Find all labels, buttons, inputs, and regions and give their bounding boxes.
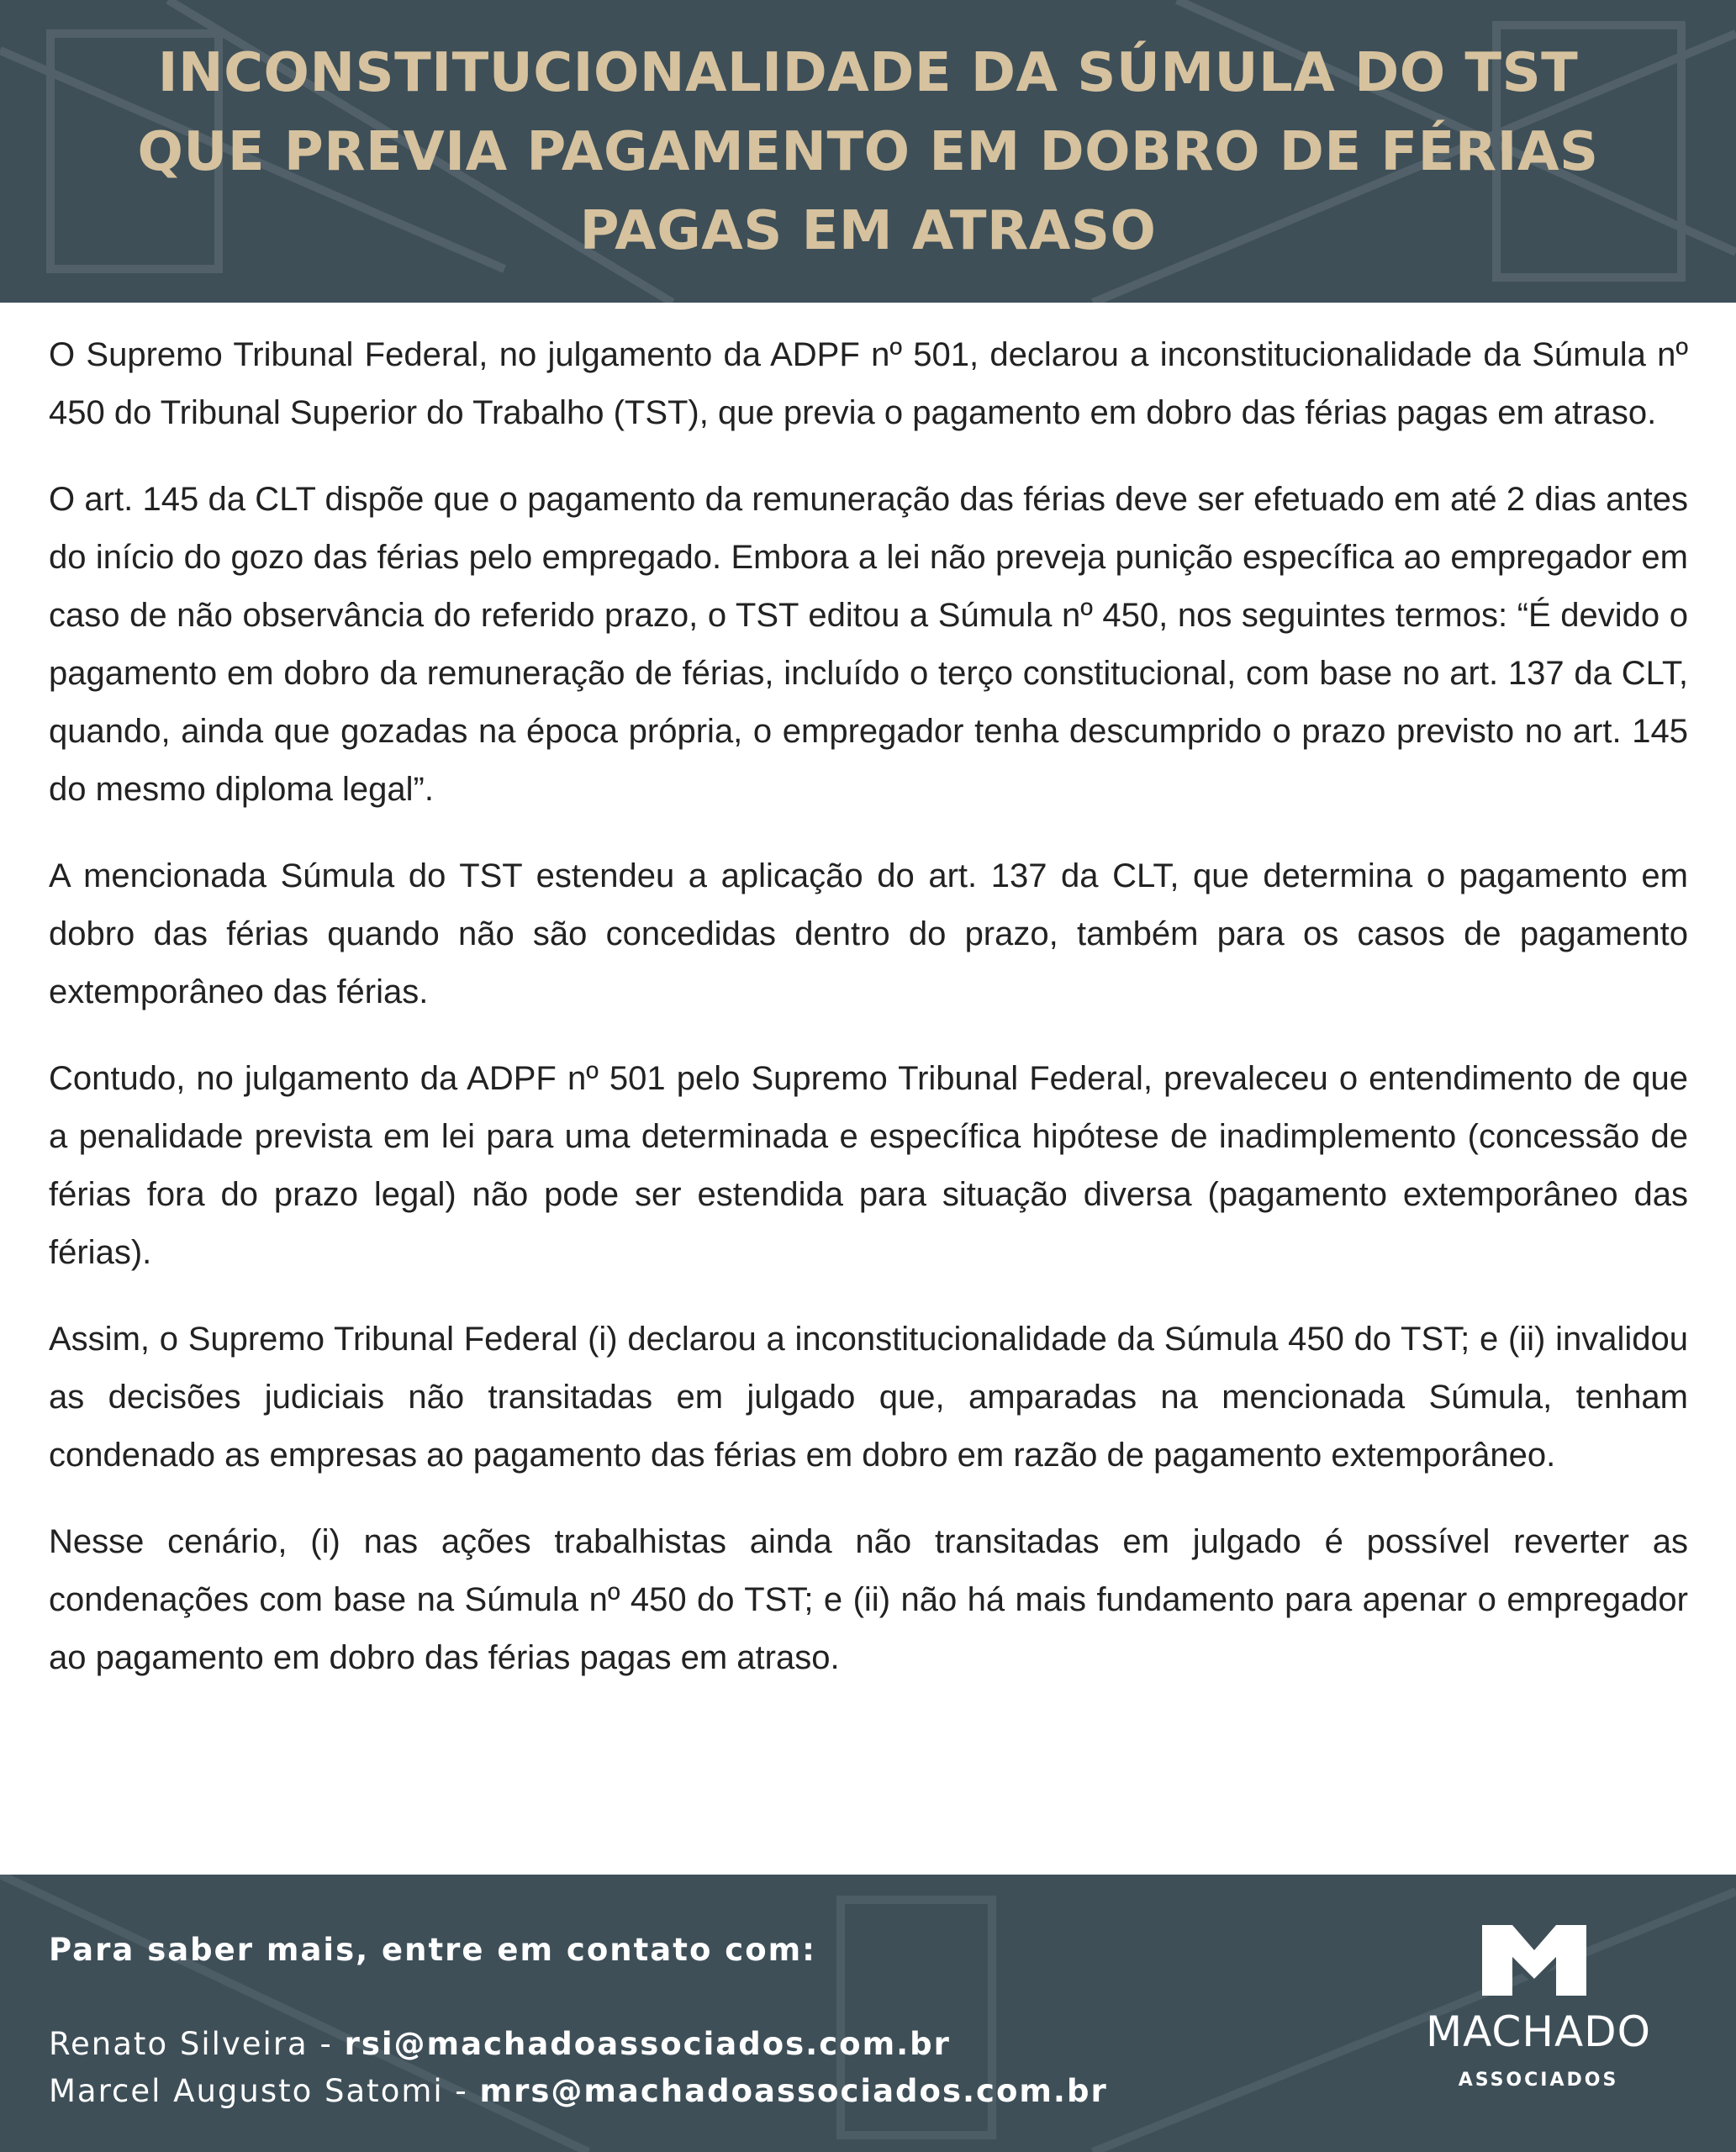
logo-name: MACHADO [1425, 2007, 1652, 2056]
title-line: INCONSTITUCIONALIDADE DA SÚMULA DO TST [157, 42, 1579, 104]
footer-banner [0, 1875, 1736, 2152]
contact-email-link[interactable]: mrs@machadoassociados.com.br [479, 2073, 1108, 2109]
article-body [49, 326, 1688, 1716]
company-logo [1412, 1925, 1665, 2118]
paragraph: O art. 145 da CLT dispõe que o pagamento da remuneração das férias deve ser efetuado em até 2 dias antes do início do gozo das férias pelo empregado. Embora a lei não preveja punição específica ao empregador em caso de não observância do referido prazo, o TST editou a Súmula nº 450, nos seguintes termos: “É devido o pagamento em dobro da remuneração de férias, incluído o terço constitucional, com base no art. 137 da CLT, quando, ainda que gozadas na época própria, o empregador tenha descumprido o prazo previsto no art. 145 do mesmo diploma legal”. [49, 481, 1688, 808]
contact-line [49, 2073, 1108, 2109]
contact-name: Renato Silveira - [49, 2026, 345, 2062]
title-line: PAGAS EM ATRASO [579, 200, 1157, 262]
title-line: QUE PREVIA PAGAMENTO EM DOBRO DE FÉRIAS [137, 121, 1599, 183]
paragraph: Contudo, no julgamento da ADPF nº 501 pelo Supremo Tribunal Federal, prevaleceu o entendimento de que a penalidade prevista em lei para uma determinada e específica hipótese de inadimplemento (concessão de férias fora do prazo legal) não pode ser estendida para situação diversa (pagamento extemporâneo das férias). [49, 1060, 1688, 1271]
contact-name: Marcel Augusto Satomi - [49, 2073, 480, 2109]
header-banner [0, 0, 1736, 303]
page-title [0, 34, 1736, 271]
machado-logo-icon [1482, 1925, 1586, 1996]
paragraph: Nesse cenário, (i) nas ações trabalhistas ainda não transitadas em julgado é possível reverter as condenações com base na Súmula nº 450 do TST; e (ii) não há mais fundamento para apenar o empregador ao pagamento em dobro das férias pagas em atraso. [49, 1523, 1688, 1676]
paragraph: A mencionada Súmula do TST estendeu a aplicação do art. 137 da CLT, que determina o pagamento em dobro das férias quando não são concedidas dentro do prazo, também para os casos de pagamento extemporâneo das férias. [49, 857, 1688, 1010]
contact-heading: Para saber mais, entre em contato com: [49, 1932, 816, 1968]
paragraph: O Supremo Tribunal Federal, no julgamento da ADPF nº 501, declarou a inconstitucionalidade da Súmula nº 450 do Tribunal Superior do Trabalho (TST), que previa o pagamento em dobro das férias pagas em atraso. [49, 336, 1688, 431]
contact-line [49, 2026, 951, 2062]
logo-subtitle: ASSOCIADOS [1458, 2070, 1619, 2091]
contact-email-link[interactable]: rsi@machadoassociados.com.br [344, 2026, 951, 2062]
paragraph: Assim, o Supremo Tribunal Federal (i) declarou a inconstitucionalidade da Súmula 450 do TST; e (ii) invalidou as decisões judiciais não transitadas em julgado que, amparadas na mencionada Súmula, tenham condenado as empresas ao pagamento das férias em dobro em razão de pagamento extemporâneo. [49, 1321, 1688, 1474]
